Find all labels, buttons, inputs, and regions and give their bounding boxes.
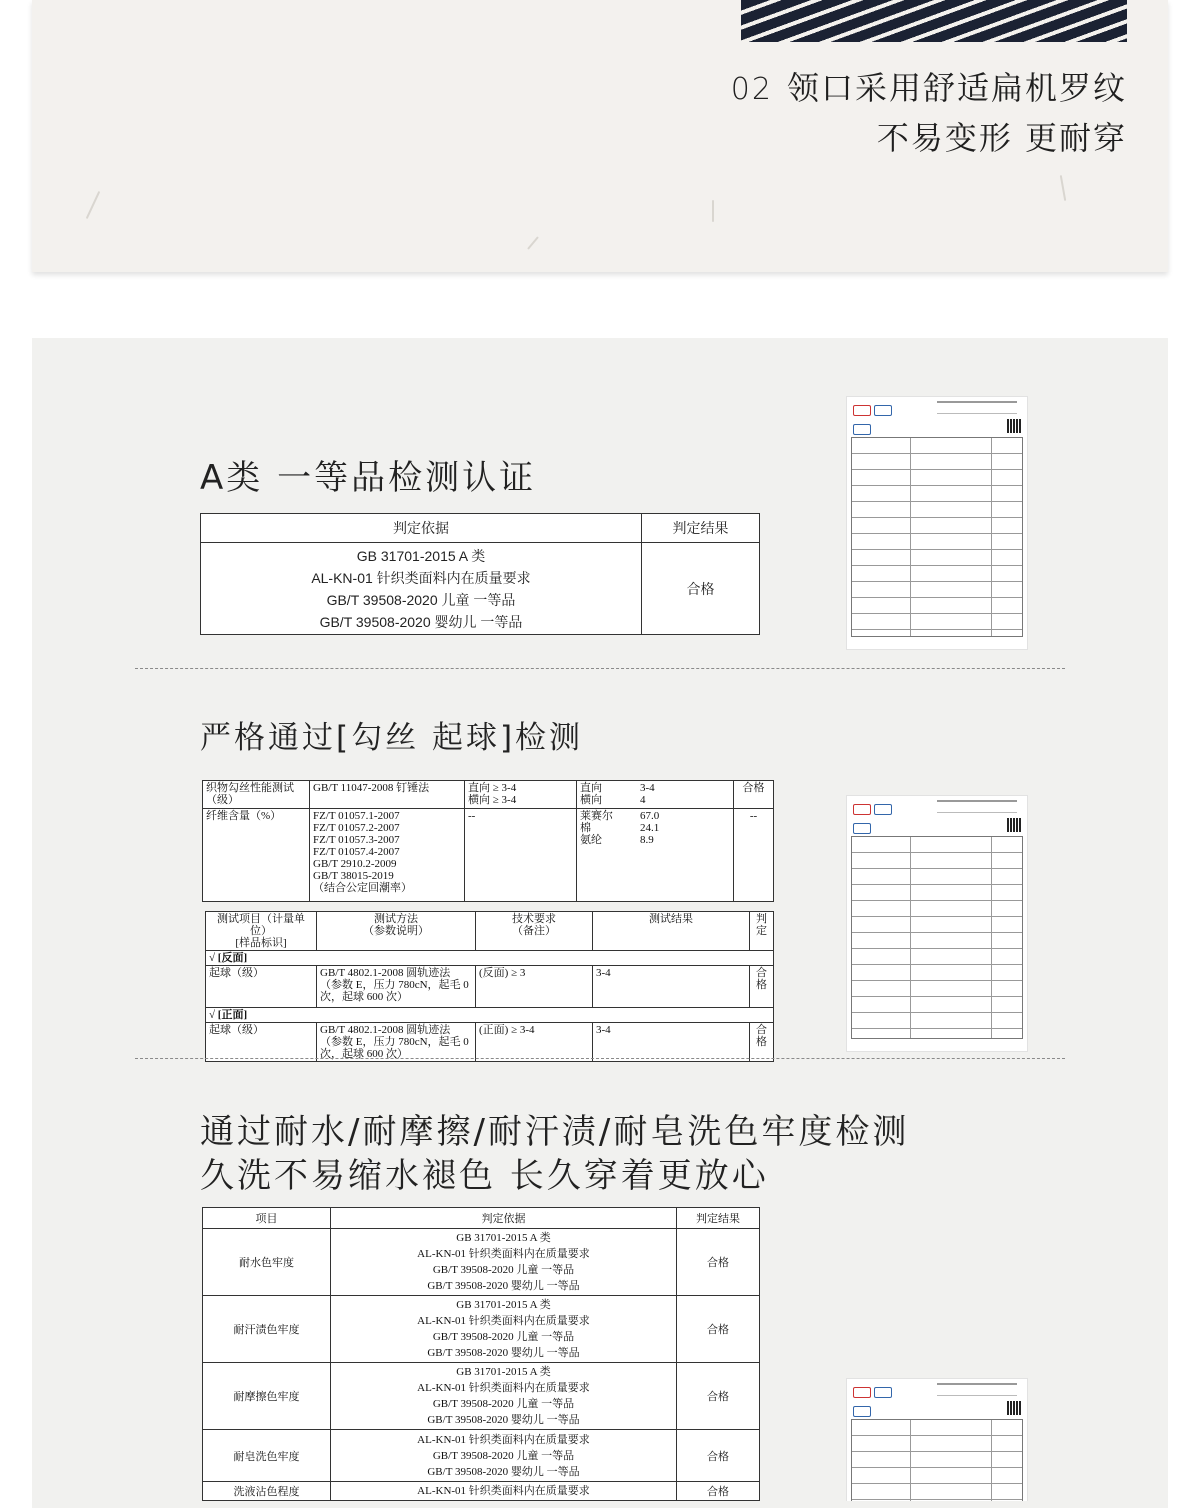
pilling-verdict: 合格 bbox=[750, 1023, 774, 1062]
fiber-result-label: 莱赛尔 棉 氨纶 bbox=[580, 810, 613, 846]
snag-method: GB/T 11047-2008 钉锤法 bbox=[310, 781, 465, 809]
pilling-method: GB/T 4802.1-2008 圆轨迹法 （参数 E，压力 780cN，起毛 0 次，起球 600 次） bbox=[317, 966, 476, 1008]
fiber-result-value: 67.0 24.1 8.9 bbox=[640, 810, 660, 846]
cf-result: 合格 bbox=[677, 1363, 760, 1430]
report-table bbox=[851, 1419, 1023, 1501]
cf-result: 合格 bbox=[677, 1296, 760, 1363]
basis-line: AL-KN-01 针织类面料内在质量要求 bbox=[417, 1315, 590, 1327]
cf-item: 耐汗渍色牢度 bbox=[203, 1296, 331, 1363]
qr-code-icon bbox=[1007, 1401, 1021, 1415]
pilling-group-back: √ [反面] bbox=[206, 951, 774, 966]
snag-result-label: 直向 横向 bbox=[580, 782, 602, 806]
cf-header-basis: 判定依据 bbox=[331, 1208, 677, 1229]
cf-basis bbox=[331, 1229, 677, 1296]
grade-table-basis-cell bbox=[201, 543, 642, 635]
grade-table-result: 合格 bbox=[642, 543, 760, 635]
divider bbox=[135, 1058, 1065, 1059]
cf-basis bbox=[331, 1363, 677, 1430]
snag-fiber-table bbox=[202, 780, 774, 902]
basis-line: GB/T 39508-2020 婴幼儿 一等品 bbox=[427, 1465, 580, 1478]
colorfastness-table bbox=[202, 1207, 760, 1501]
cf-basis bbox=[331, 1296, 677, 1363]
basis-line: AL-KN-01 针织类面料内在质量要求 bbox=[417, 1485, 590, 1497]
basis-line: GB/T 39508-2020 儿童 一等品 bbox=[432, 1398, 575, 1410]
feature-number: 02 bbox=[730, 72, 773, 107]
report-header bbox=[937, 800, 1017, 813]
basis-line: GB/T 39508-2020 婴幼儿 一等品 bbox=[427, 1414, 580, 1426]
basis-line: AL-KN-01 针织类面料内在质量要求 bbox=[417, 1248, 590, 1260]
pilling-item: 起球（级） bbox=[206, 1023, 317, 1062]
test-report-thumbnail bbox=[846, 795, 1028, 1052]
cf-basis bbox=[331, 1482, 677, 1501]
snag-verdict: 合格 bbox=[734, 781, 774, 809]
basis-line: GB 31701-2015 A 类 bbox=[456, 1299, 551, 1311]
section-title-grade-a: A类 一等品检测认证 bbox=[200, 458, 537, 498]
test-report-thumbnail bbox=[846, 396, 1028, 650]
cf-item: 耐水色牢度 bbox=[203, 1229, 331, 1296]
pilling-header-item: 测试项目（计量单位） [样品标识] bbox=[206, 912, 317, 951]
basis-line: AL-KN-01 针织类面料内在质量要求 bbox=[311, 569, 531, 586]
fiber-result bbox=[577, 809, 734, 902]
pilling-requirement: (正面) ≥ 3-4 bbox=[476, 1023, 593, 1062]
pilling-header-requirement: 技术要求 （备注） bbox=[476, 912, 593, 951]
cf-result: 合格 bbox=[677, 1482, 760, 1501]
pilling-group-front: √ [正面] bbox=[206, 1008, 774, 1023]
basis-line: AL-KN-01 针织类面料内在质量要求 bbox=[417, 1433, 590, 1446]
basis-line: GB/T 39508-2020 儿童 一等品 bbox=[432, 1264, 575, 1276]
basis-line: GB/T 39508-2020 儿童 一等品 bbox=[326, 591, 516, 608]
pilling-table bbox=[205, 911, 774, 1062]
pilling-verdict: 合格 bbox=[750, 966, 774, 1008]
paper-texture bbox=[1060, 175, 1066, 201]
cf-item: 耐摩擦色牢度 bbox=[203, 1363, 331, 1430]
pilling-requirement: (反面) ≥ 3 bbox=[476, 966, 593, 1008]
basis-line: AL-KN-01 针织类面料内在质量要求 bbox=[417, 1382, 590, 1394]
snag-result bbox=[577, 781, 734, 809]
pilling-item: 起球（级） bbox=[206, 966, 317, 1008]
cf-header-result: 判定结果 bbox=[677, 1208, 760, 1229]
snag-item: 织物勾丝性能测试 （级） bbox=[203, 781, 310, 809]
basis-line: GB/T 39508-2020 儿童 一等品 bbox=[432, 1331, 575, 1343]
basis-line: GB/T 39508-2020 婴幼儿 一等品 bbox=[319, 613, 523, 630]
cf-item: 洗液沾色程度 bbox=[203, 1482, 331, 1501]
grade-table-header-result: 判定结果 bbox=[642, 514, 760, 543]
pilling-header-method: 测试方法 （参数说明） bbox=[317, 912, 476, 951]
test-report-thumbnail bbox=[846, 1378, 1028, 1501]
basis-line: GB 31701-2015 A 类 bbox=[356, 547, 486, 564]
cert-logos bbox=[853, 1383, 913, 1393]
report-header bbox=[937, 1383, 1017, 1396]
qr-code-icon bbox=[1007, 818, 1021, 832]
section-title-snag-pilling: 严格通过[勾丝 起球]检测 bbox=[200, 720, 584, 756]
basis-line: GB/T 39508-2020 婴幼儿 一等品 bbox=[427, 1347, 580, 1359]
fiber-item: 纤维含量（%） bbox=[203, 809, 310, 902]
section-title-colorfastness: 通过耐水/耐摩擦/耐汗渍/耐皂洗色牢度检测 bbox=[200, 1112, 910, 1152]
cert-logos bbox=[853, 401, 913, 411]
fiber-requirement: -- bbox=[465, 809, 577, 902]
section-subtitle-colorfastness: 久洗不易缩水褪色 长久穿着更放心 bbox=[200, 1156, 769, 1196]
pilling-result: 3-4 bbox=[593, 966, 750, 1008]
pilling-method: GB/T 4802.1-2008 圆轨迹法 （参数 E，压力 780cN，起毛 0 次，起球 600 次） bbox=[317, 1023, 476, 1062]
basis-line: GB 31701-2015 A 类 bbox=[456, 1232, 551, 1244]
cf-item: 耐皂洗色牢度 bbox=[203, 1430, 331, 1482]
paper-texture bbox=[86, 191, 100, 219]
basis-line: GB/T 39508-2020 儿童 一等品 bbox=[432, 1449, 575, 1462]
pilling-result: 3-4 bbox=[593, 1023, 750, 1062]
pilling-header-result: 测试结果 bbox=[593, 912, 750, 951]
snag-result-value: 3-4 4 bbox=[640, 782, 655, 806]
pilling-header-verdict: 判定 bbox=[750, 912, 774, 951]
cf-header-item: 项目 bbox=[203, 1208, 331, 1229]
paper-texture bbox=[712, 200, 714, 222]
paper-texture bbox=[527, 236, 539, 250]
snag-requirement: 直向 ≥ 3-4 横向 ≥ 3-4 bbox=[465, 781, 577, 809]
feature-line-2: 不易变形 更耐穿 bbox=[876, 119, 1127, 157]
cf-basis bbox=[331, 1430, 677, 1482]
rib-collar-image bbox=[741, 0, 1127, 42]
divider bbox=[135, 668, 1065, 669]
grade-table-header-basis: 判定依据 bbox=[201, 514, 642, 543]
feature-line-1 bbox=[731, 63, 1127, 109]
qr-code-icon bbox=[1007, 419, 1021, 433]
cf-result: 合格 bbox=[677, 1430, 760, 1482]
report-table bbox=[851, 836, 1023, 1039]
fiber-verdict: -- bbox=[734, 809, 774, 902]
basis-line: GB/T 39508-2020 婴幼儿 一等品 bbox=[427, 1280, 580, 1292]
feature-text-1: 领口采用舒适扁机罗纹 bbox=[786, 69, 1127, 107]
fiber-method: FZ/T 01057.1-2007 FZ/T 01057.2-2007 FZ/T 01057.3-2007 FZ/T 01057.4-2007 GB/T 2910.2-2009 GB/T 38015-2019 （结合公定回潮率） bbox=[310, 809, 465, 902]
cf-result: 合格 bbox=[677, 1229, 760, 1296]
report-table bbox=[851, 437, 1023, 637]
cert-logos bbox=[853, 800, 913, 810]
basis-line: GB 31701-2015 A 类 bbox=[456, 1366, 551, 1378]
report-header bbox=[937, 401, 1017, 414]
grade-table bbox=[200, 513, 760, 635]
